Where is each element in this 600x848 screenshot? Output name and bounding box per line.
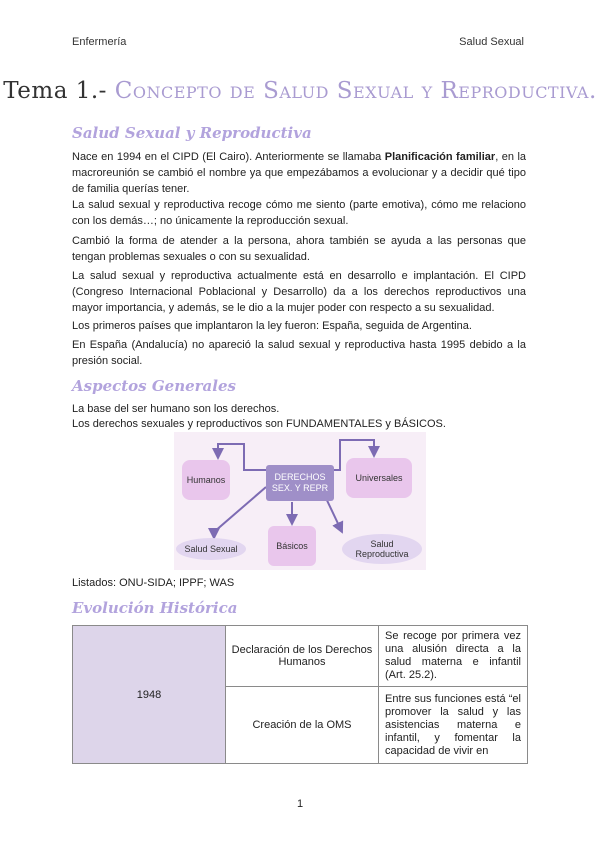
- section-heading-aspectos: Aspectos Generales: [72, 377, 236, 395]
- section-heading-evolucion: Evolución Histórica: [72, 599, 238, 617]
- p1-bold: Planificación familiar: [384, 151, 496, 163]
- aspectos-line-2: Los derechos sexuales y reproductivos son FUNDAMENTALES y BÁSICOS.: [72, 418, 446, 430]
- paragraph-4: La salud sexual y reproductiva actualmente está en desarrollo e implantación. El CIPD (Congreso Internacional Poblacional y Desarrollo) da a los derechos reproductivos una mayor importancia, y además, se le dio a la mujer poder con respecto a su sexualidad.: [72, 270, 526, 314]
- event-cell: Declaración de los Derechos Humanos: [226, 626, 379, 687]
- listados: Listados: ONU-SIDA; IPPF; WAS: [72, 577, 235, 589]
- p1-text-b: , en la macroreunión se cambió el nombre ya que empezábamos a evolucionar y a decidir qué tipo de familia querías tener.: [72, 151, 527, 195]
- rights-diagram: [174, 432, 426, 570]
- table-row: [73, 626, 528, 687]
- history-table: [72, 625, 528, 764]
- node-universales: Universales: [346, 458, 412, 498]
- node-salud-reproductiva: [342, 534, 422, 564]
- desc-cell: Se recoge por primera vez una alusión directa a la salud materna e infantil (Art. 25.2).: [379, 626, 528, 687]
- salud-repro-line-2: Reproductiva: [355, 549, 409, 559]
- paragraph-2: La salud sexual y reproductiva recoge cómo me siento (parte emotiva), cómo me relaciono con los demás…; no únicamente la reproducción sexual.: [72, 199, 526, 227]
- paragraph-1: [72, 149, 526, 197]
- page-title: [0, 78, 600, 104]
- section-heading-salud: Salud Sexual y Reproductiva: [72, 124, 312, 142]
- p1-text-a: Nace en 1994 en el CIPD (El Cairo). Anteriormente se llamaba: [72, 151, 385, 163]
- desc-cell: Entre sus funciones está “el promover la salud y las asistencias materna e infantil, y fomentar la capacidad de vivir en: [379, 687, 528, 764]
- salud-repro-line-1: Salud: [370, 539, 394, 549]
- paragraph-6: En España (Andalucía) no apareció la salud sexual y reproductiva hasta 1995 debido a la presión social.: [72, 339, 526, 367]
- paragraph-3: Cambió la forma de atender a la persona, ahora también se ayuda a las personas que tengan problemas sexuales o con su sexualidad.: [72, 235, 526, 263]
- center-line-2: SEX. Y REPR: [271, 483, 329, 493]
- title-main: Concepto de Salud Sexual y Reproductiva.: [114, 78, 597, 104]
- center-node: [266, 465, 334, 501]
- title-prefix: Tema 1.-: [3, 78, 107, 104]
- page-number: 1: [296, 798, 304, 810]
- center-line-1: DERECHOS: [274, 472, 326, 482]
- year-cell: 1948: [73, 626, 226, 764]
- event-cell: Creación de la OMS: [226, 687, 379, 764]
- paragraph-5: Los primeros países que implantaron la ley fueron: España, seguida de Argentina.: [72, 320, 472, 332]
- aspectos-line-1: La base del ser humano son los derechos.: [72, 403, 280, 415]
- node-basicos: Básicos: [268, 526, 316, 566]
- header-left: Enfermería: [72, 36, 127, 48]
- node-humanos: Humanos: [182, 460, 230, 500]
- node-salud-sexual: Salud Sexual: [176, 538, 246, 560]
- header-right: Salud Sexual: [459, 36, 524, 48]
